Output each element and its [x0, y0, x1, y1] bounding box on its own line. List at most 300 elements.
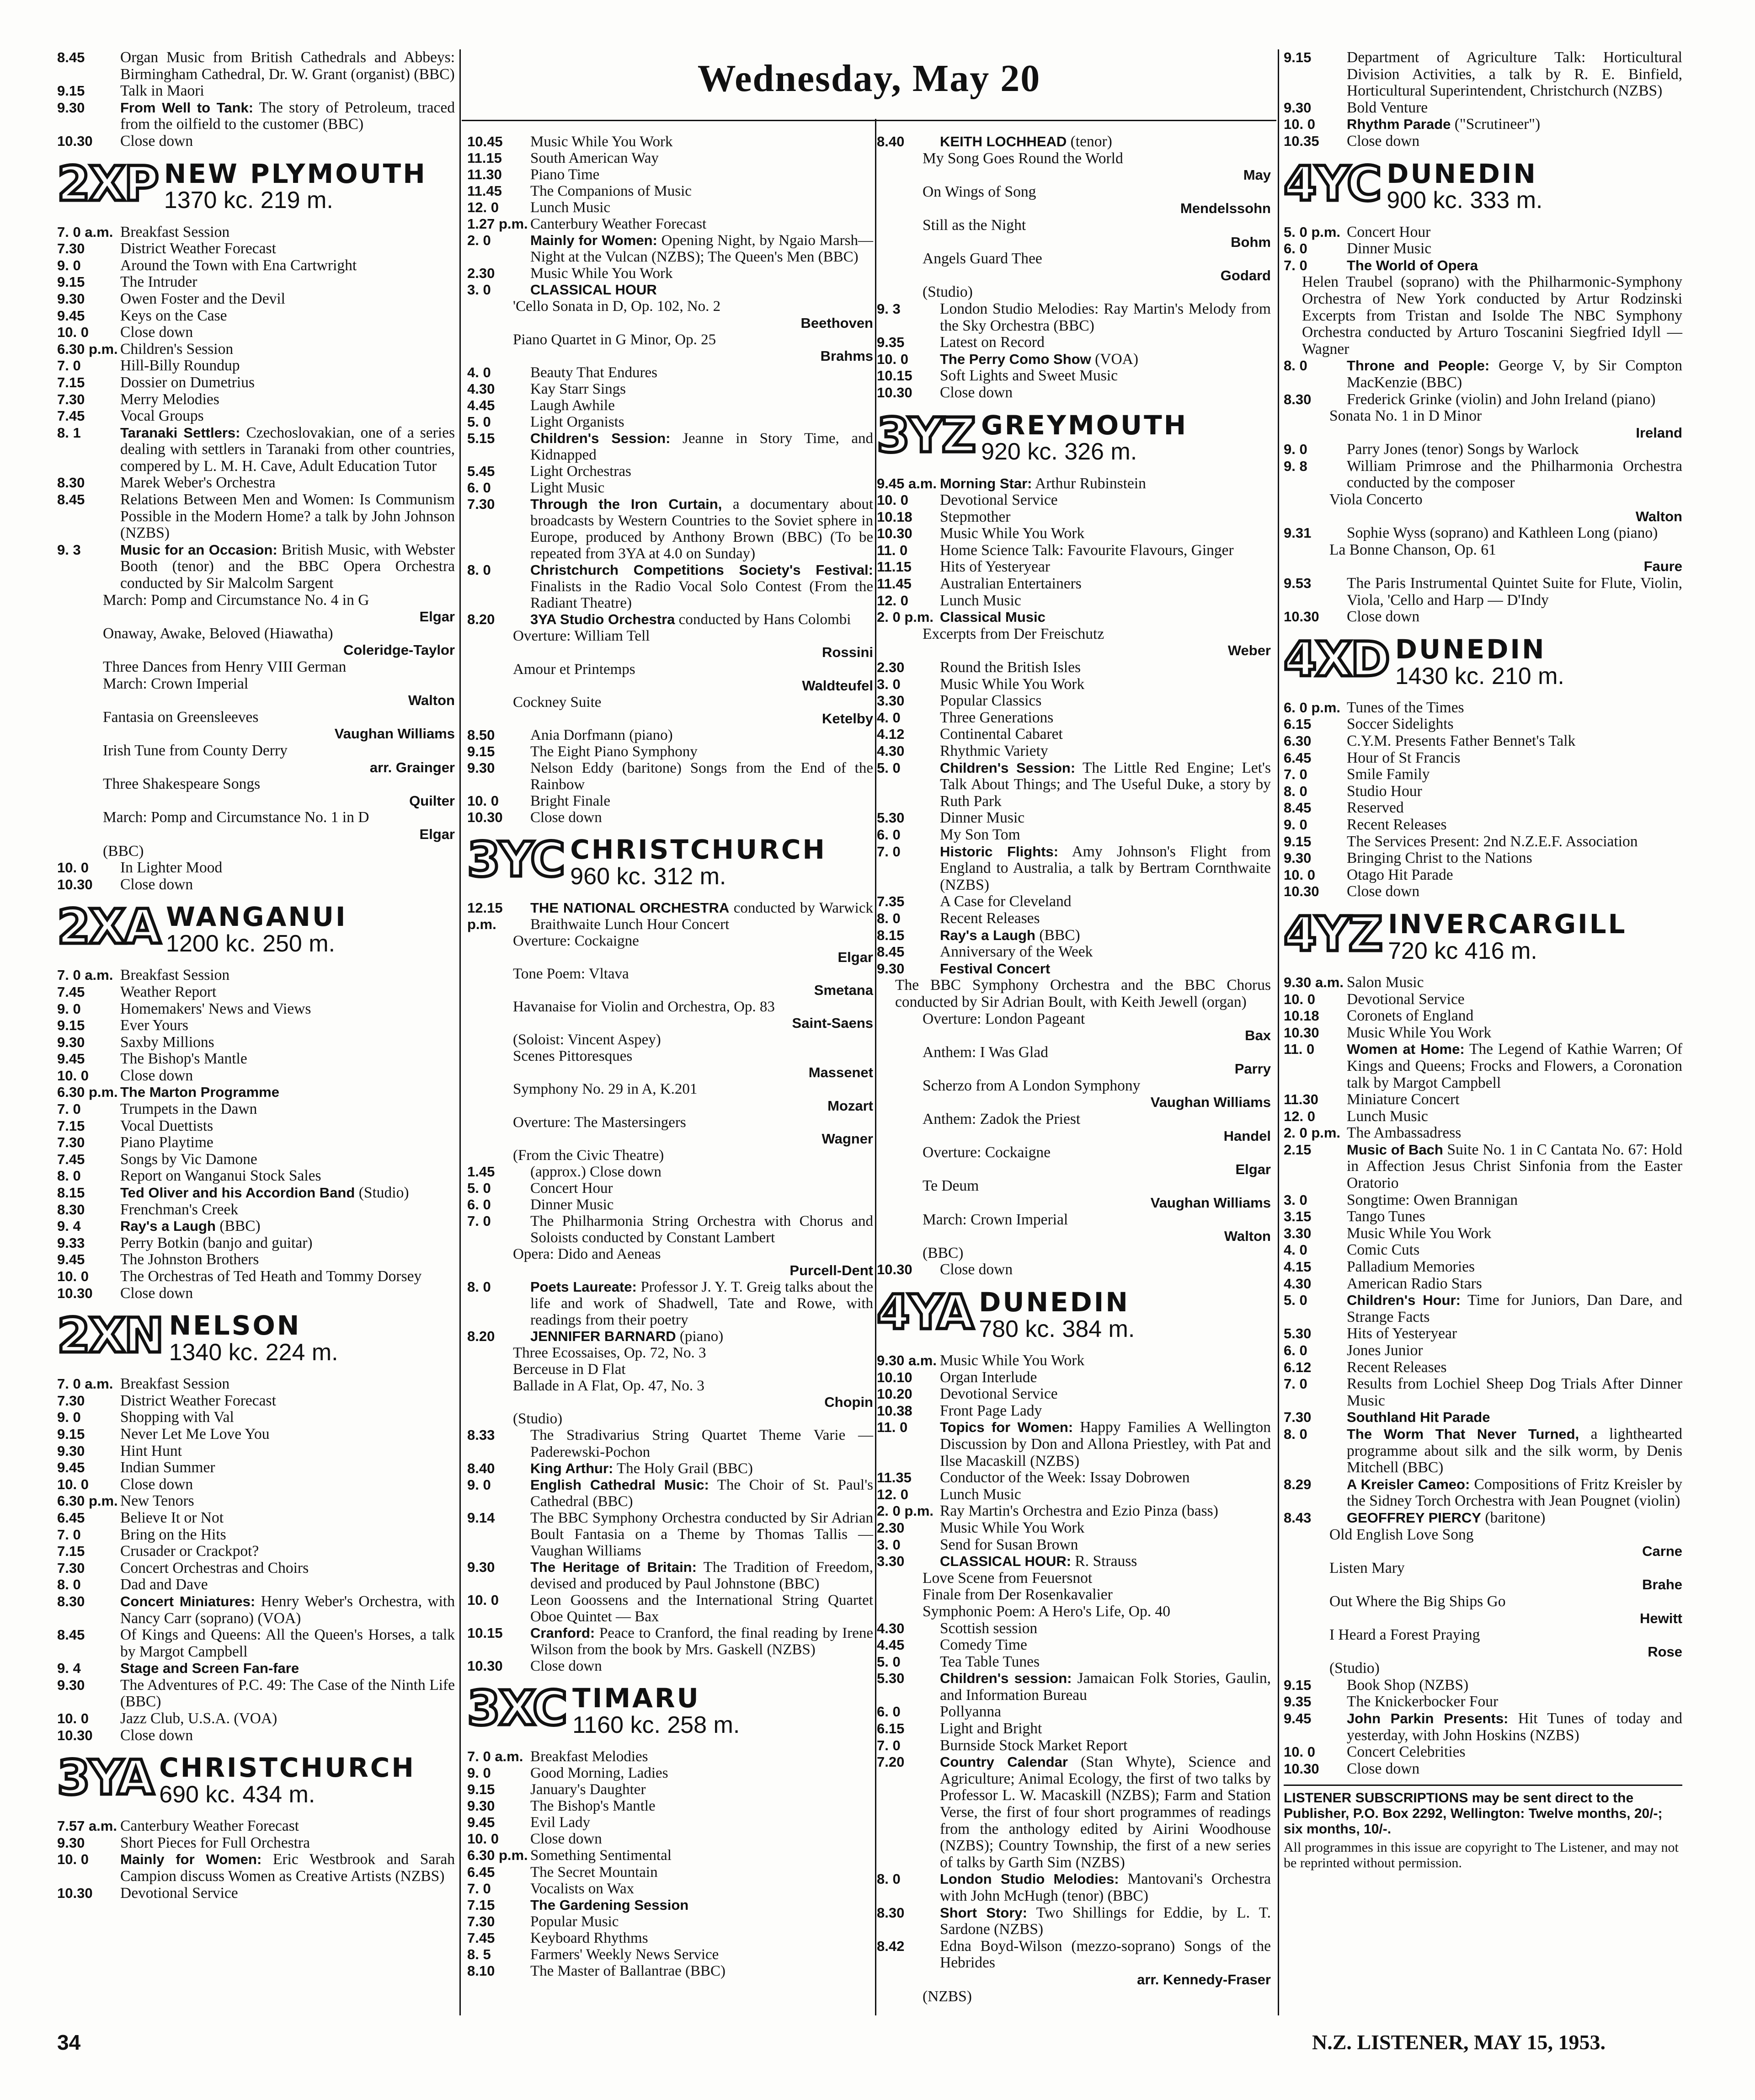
programme-time: 10.15	[467, 1625, 503, 1641]
programme-desc: Songtime: Owen Brannigan	[1347, 1191, 1518, 1208]
programme-entry	[1284, 817, 1682, 834]
music-title: Still as the Night	[923, 216, 1026, 234]
music-composer: Hewitt	[1640, 1610, 1682, 1626]
programme-time: 3. 0	[877, 676, 901, 692]
programme-time: 9. 3	[877, 300, 901, 317]
programme-entry	[1284, 1409, 1682, 1426]
music-title: Scenes Pittoresques	[513, 1048, 633, 1065]
programme-text	[1347, 358, 1682, 391]
programme-highlight: Mainly for Women:	[120, 1851, 262, 1868]
programme-highlight: Throne and People:	[1347, 358, 1490, 374]
music-item	[57, 676, 455, 709]
programme-text	[1347, 1761, 1682, 1778]
music-title: March: Crown Imperial	[103, 675, 249, 692]
music-item	[1284, 1527, 1682, 1560]
programme-entry	[877, 1721, 1271, 1737]
programme-time: 10.30	[1284, 1024, 1319, 1041]
programme-entry	[1284, 1192, 1682, 1209]
programme-time: 9. 4	[57, 1218, 81, 1234]
notice-body: may be sent direct to the Publisher, P.O. Box 2292, Wellington: Twelve months, 20/-; six months, 10/-.	[1284, 1790, 1663, 1837]
programme-entry	[877, 609, 1271, 626]
programme-time: 10.35	[1284, 133, 1319, 149]
music-title: (BBC)	[923, 1244, 964, 1261]
programme-time: 4.30	[1284, 1275, 1312, 1292]
station-frequency: 960 kc. 312 m.	[570, 863, 726, 890]
music-item	[467, 1031, 873, 1048]
programme-text	[120, 358, 455, 374]
programme-desc: Devotional Service	[940, 492, 1058, 509]
programme-text	[530, 562, 873, 611]
music-item	[57, 843, 455, 860]
programme-text	[940, 509, 1271, 526]
programme-entry	[467, 1213, 873, 1246]
programme-time: 8. 1	[57, 424, 81, 441]
programme-entry	[877, 1905, 1271, 1938]
station-header	[877, 1284, 1271, 1347]
programme-text	[940, 301, 1271, 334]
programme-text	[530, 430, 873, 463]
programme-desc: Dad and Dave	[120, 1576, 208, 1593]
programme-desc: Popular Classics	[940, 692, 1042, 710]
programme-entry	[57, 1677, 455, 1710]
programme-desc: Studio Hour	[1347, 782, 1422, 800]
programme-time: 8.42	[877, 1938, 905, 1954]
programme-text	[940, 1905, 1271, 1938]
programme-entry	[57, 133, 455, 150]
programme-entry	[877, 810, 1271, 827]
programme-time: 10.20	[877, 1386, 912, 1402]
programme-entry	[57, 1710, 455, 1727]
programme-text	[1347, 800, 1682, 817]
programme-desc: Close down	[120, 876, 193, 893]
music-composer: Godard	[1220, 267, 1271, 283]
music-title: Viola Concerto	[1329, 491, 1423, 508]
programme-desc: District Weather Forecast	[120, 240, 276, 257]
programme-desc: William Primrose and the Philharmonia Orchestra conducted by the composer	[1347, 457, 1682, 492]
programme-desc: The Holy Grail (BBC)	[613, 1460, 753, 1477]
programme-entry	[1284, 1292, 1682, 1325]
programme-entry	[877, 368, 1271, 385]
programme-time: 7.30	[57, 1134, 85, 1151]
programme-text	[940, 927, 1271, 944]
programme-desc: Compositions of Fritz Kreisler by the Sidney Torch Orchestra with Jean Pougnet (violin)	[1347, 1475, 1683, 1510]
programme-entry	[1284, 991, 1682, 1008]
programme-entry	[877, 1352, 1271, 1369]
programme-entry	[1284, 1342, 1682, 1359]
programme-time: 10. 0	[57, 1268, 89, 1284]
station-callsign-logo: 3YA	[57, 1750, 153, 1806]
programme-desc: Edna Boyd-Wilson (mezzo-soprano) Songs of the Hebrides	[940, 1937, 1271, 1972]
programme-time: 6. 0	[877, 826, 901, 843]
programme-time: 8.45	[1284, 800, 1312, 816]
programme-entry	[467, 1510, 873, 1559]
programme-time: 11.30	[1284, 1091, 1318, 1108]
programme-text	[940, 910, 1271, 927]
music-title: Out Where the Big Ships Go	[1329, 1592, 1506, 1610]
programme-desc: Vocalists on Wax	[530, 1880, 635, 1897]
programme-entry	[877, 659, 1271, 676]
notice-title: LISTENER SUBSCRIPTIONS	[1284, 1790, 1468, 1806]
programme-text	[530, 809, 873, 826]
music-item	[467, 1345, 873, 1361]
programme-entry	[467, 430, 873, 463]
programme-entry	[1284, 850, 1682, 867]
programme-entry	[467, 183, 873, 199]
programme-entry	[877, 1670, 1271, 1704]
programme-text	[530, 414, 873, 430]
programme-text	[120, 1118, 455, 1135]
programme-desc: Home Science Talk: Favourite Flavours, Ginger	[940, 541, 1234, 559]
programme-time: 10. 0	[57, 324, 89, 341]
programme-entry	[57, 1101, 455, 1118]
programme-text	[120, 1051, 455, 1068]
programme-desc: Time for Juniors, Dan Dare, and Strange Facts	[1347, 1292, 1682, 1325]
programme-desc: Piano Time	[530, 166, 600, 183]
programme-entry	[57, 1134, 455, 1151]
music-item	[467, 1246, 873, 1279]
programme-time: 5.30	[1284, 1325, 1312, 1342]
programme-time: 10.30	[1284, 1760, 1319, 1777]
programme-time: 8. 0	[467, 1279, 491, 1295]
programme-entry	[1284, 1208, 1682, 1225]
programme-text	[530, 496, 873, 562]
programme-time: 9. 0	[57, 257, 81, 273]
programme-text	[530, 1765, 873, 1781]
music-title: Three Shakespeare Songs	[103, 775, 261, 793]
station-info	[572, 1684, 740, 1738]
programme-desc: The Bishop's Mantle	[530, 1798, 656, 1815]
programme-entry	[467, 150, 873, 166]
programme-time: 10.18	[1284, 1008, 1319, 1024]
station-callsign-logo: 4YA	[877, 1284, 973, 1340]
programme-desc: Canterbury Weather Forecast	[530, 216, 707, 233]
music-title: (From the Civic Theatre)	[513, 1147, 664, 1164]
station-name: NELSON	[169, 1310, 301, 1341]
programme-desc: The Adventures of P.C. 49: The Case of the Ninth Life (BBC)	[120, 1676, 455, 1710]
music-title: Three Ecossaises, Op. 72, No. 3	[513, 1345, 706, 1362]
programme-desc: Concert Hour	[1347, 223, 1431, 240]
programme-entry	[57, 1493, 455, 1510]
music-item	[57, 592, 455, 625]
programme-text	[120, 1376, 455, 1393]
programme-text	[1347, 1677, 1682, 1694]
programme-desc: Close down	[120, 1475, 193, 1493]
music-composer: Brahe	[1642, 1576, 1682, 1593]
programme-time: 8. 0	[57, 1576, 81, 1593]
station-frequency: 1430 kc. 210 m.	[1395, 663, 1564, 689]
station-name: CHRISTCHURCH	[159, 1752, 416, 1784]
programme-time: 5. 0	[877, 759, 901, 776]
programme-entry	[57, 1034, 455, 1051]
station-frequency: 900 kc. 333 m.	[1387, 187, 1543, 214]
programme-text	[120, 1459, 455, 1476]
programme-entry	[467, 364, 873, 381]
programme-entry	[467, 1592, 873, 1625]
programme-text	[1347, 391, 1682, 408]
programme-time: 4.45	[467, 397, 495, 413]
programme-time: 10. 0	[57, 1710, 89, 1727]
programme-desc: The Stradivarius String Quartet Theme Varie — Paderewski-Pochon	[530, 1427, 873, 1460]
programme-entry	[1284, 1476, 1682, 1510]
programme-time: 11. 0	[877, 1419, 908, 1436]
programme-time: 8. 0	[467, 562, 491, 578]
programme-desc: South American Way	[530, 150, 659, 167]
programme-time: 7.30	[57, 391, 85, 407]
programme-entry	[1284, 49, 1682, 100]
programme-time: 4. 0	[1284, 1242, 1307, 1258]
programme-text	[940, 676, 1271, 693]
programme-highlight: Poets Laureate:	[530, 1279, 637, 1295]
programme-text	[1347, 1276, 1682, 1293]
music-title: Symphonic Poem: A Hero's Life, Op. 40	[923, 1603, 1171, 1620]
music-composer: Parry	[1234, 1061, 1271, 1077]
programme-time: 9.15	[57, 83, 85, 99]
programme-text	[1347, 100, 1682, 117]
programme-text	[1347, 1125, 1682, 1142]
programme-time: 5.30	[877, 1670, 905, 1687]
station-callsign-logo: 4YC	[1284, 155, 1381, 212]
music-title: (Soloist: Vincent Aspey)	[513, 1031, 661, 1048]
programme-entry	[57, 391, 455, 408]
programme-entry	[1284, 1710, 1682, 1744]
programme-desc: Breakfast Melodies	[530, 1748, 648, 1765]
programme-entry	[877, 1704, 1271, 1721]
programme-time: 6.30 p.m.	[467, 1847, 528, 1864]
programme-entry	[57, 1527, 455, 1544]
programme-entry	[877, 1537, 1271, 1554]
programme-highlight: Classical Music	[940, 609, 1046, 625]
programme-time: 8. 0	[1284, 358, 1307, 374]
programme-time: 6.45	[467, 1864, 495, 1880]
programme-entry	[877, 827, 1271, 844]
programme-entry	[1284, 1376, 1682, 1409]
programme-desc: Marek Weber's Orchestra	[120, 474, 276, 492]
music-title: Angels Guard Thee	[923, 250, 1042, 267]
music-item	[57, 659, 455, 676]
programme-entry	[877, 1620, 1271, 1637]
programme-entry	[877, 1938, 1271, 1972]
station-callsign-logo: 2XA	[57, 899, 160, 955]
programme-entry	[877, 710, 1271, 727]
programme-time: 5.45	[467, 463, 495, 479]
programme-text	[530, 1897, 873, 1913]
programme-entry	[1284, 1142, 1682, 1192]
programme-note: Helen Traubel (soprano) with the Philharmonic-Symphony Orchestra of New York conducted by Artur Rodzinski Excerpts from Tristan and Isolde The NBC Symphony Orchestra conducted by Arturo Toscanini Siegfried Idyll — Wagner	[1302, 273, 1682, 358]
programme-desc: Parry Jones (tenor) Songs by Warlock	[1347, 441, 1579, 458]
programme-desc: Recent Releases	[940, 909, 1040, 927]
music-composer: Massenet	[808, 1064, 873, 1081]
title-underline	[462, 120, 1276, 121]
programme-desc: Close down	[1347, 1760, 1420, 1777]
programme-time: 2.15	[1284, 1141, 1312, 1158]
programme-entry	[1284, 700, 1682, 716]
programme-desc: Jazz Club, U.S.A. (VOA)	[120, 1710, 277, 1727]
programme-time: 7.45	[57, 1151, 85, 1167]
programme-time: 10.30	[877, 525, 912, 542]
music-item	[877, 284, 1271, 301]
programme-time: 10. 0	[1284, 991, 1315, 1007]
music-title: Te Deum	[923, 1177, 979, 1195]
programme-entry	[57, 860, 455, 876]
programme-desc: Keyboard Rhythms	[530, 1929, 648, 1946]
programme-time: 9.30	[1284, 850, 1312, 866]
programme-highlight: GEOFFREY PIERCY	[1347, 1509, 1481, 1526]
programme-desc: Eric Westbrook and Sarah Campion discuss Women as Creative Artists (NZBS)	[120, 1851, 455, 1885]
programme-entry	[57, 1268, 455, 1285]
programme-entry	[467, 1798, 873, 1814]
music-title: Anthem: Zadok the Priest	[923, 1111, 1081, 1128]
programme-text	[120, 1068, 455, 1085]
programme-time: 8.30	[57, 1201, 85, 1218]
programme-text	[120, 341, 455, 358]
programme-time: 6.30 p.m.	[57, 1493, 118, 1509]
programme-text	[1347, 1192, 1682, 1209]
music-item	[57, 743, 455, 776]
programme-highlight: Rhythm Parade	[1347, 116, 1451, 133]
music-composer: Rose	[1648, 1643, 1682, 1660]
programme-text	[530, 1831, 873, 1847]
programme-time: 8.40	[877, 134, 905, 150]
programme-desc: Light Music	[530, 479, 605, 496]
programme-entry	[57, 224, 455, 241]
music-title: Amour et Printemps	[513, 661, 635, 678]
programme-entry	[1284, 1744, 1682, 1761]
programme-text	[530, 150, 873, 166]
programme-time: 1.45	[467, 1163, 495, 1180]
programme-time: 8. 0	[1284, 1426, 1307, 1442]
programme-highlight: Women at Home:	[1347, 1041, 1465, 1058]
programme-time: 10. 0	[877, 492, 908, 508]
music-item	[1284, 1560, 1682, 1593]
programme-entry	[57, 1818, 455, 1835]
programme-desc: Never Let Me Love You	[120, 1425, 270, 1443]
programme-time: 2. 0	[467, 232, 491, 249]
music-title: Three Dances from Henry VIII German	[103, 658, 347, 675]
programme-text	[940, 1620, 1271, 1637]
programme-entry	[57, 1627, 455, 1660]
programme-text	[120, 1560, 455, 1577]
music-title: Listen Mary	[1329, 1559, 1405, 1576]
programme-note: The BBC Symphony Orchestra and the BBC Chorus conducted by Sir Adrian Boult, with Keith Jewell (organ)	[895, 977, 1271, 1010]
programme-desc: Music While You Work	[1347, 1024, 1492, 1041]
programme-text	[940, 1261, 1271, 1278]
programme-desc: Farmers' Weekly News Service	[530, 1946, 719, 1963]
music-item	[467, 1361, 873, 1378]
programme-entry	[467, 793, 873, 809]
music-title: My Song Goes Round the World	[923, 150, 1123, 167]
programme-text	[530, 1814, 873, 1831]
programme-time: 12.15 p.m.	[467, 899, 503, 933]
music-item	[1284, 1627, 1682, 1660]
programme-entry	[877, 910, 1271, 927]
programme-time: 6.15	[877, 1721, 905, 1737]
programme-time: 9.30	[57, 1443, 85, 1459]
programme-text	[120, 1426, 455, 1443]
programme-text	[1347, 1476, 1682, 1510]
programme-time: 8.45	[877, 944, 905, 960]
programme-entry	[467, 562, 873, 611]
programme-desc: The Johnston Brothers	[120, 1251, 259, 1268]
programme-desc: conducted by Warwick Braithwaite Lunch Hour Concert	[530, 899, 873, 933]
programme-entry	[467, 1864, 873, 1881]
programme-entry	[57, 1185, 455, 1202]
programme-time: 7.30	[467, 496, 495, 513]
programme-entry	[877, 559, 1271, 576]
programme-time: 9.30	[467, 1798, 495, 1814]
programme-entry	[57, 876, 455, 893]
programme-entry	[877, 1637, 1271, 1654]
programme-time: 7. 0 a.m.	[467, 1748, 523, 1765]
programme-desc: Ever Yours	[120, 1017, 188, 1034]
programme-time: 6.45	[1284, 749, 1312, 766]
station-header	[57, 899, 455, 962]
programme-text	[120, 1835, 455, 1852]
programme-time: 8.30	[877, 1904, 905, 1921]
programme-time: 8.10	[467, 1962, 495, 1979]
programme-desc: Close down	[120, 324, 193, 341]
programme-entry	[877, 676, 1271, 693]
music-composer: Handel	[1223, 1127, 1271, 1144]
music-item	[467, 628, 873, 661]
programme-entry	[57, 1576, 455, 1593]
programme-text	[120, 984, 455, 1001]
programme-time: 10.30	[57, 876, 93, 892]
music-item	[877, 1988, 1271, 2005]
programme-time: 11.15	[877, 559, 912, 575]
programme-time: 3. 0	[467, 282, 491, 298]
programme-entry	[57, 1727, 455, 1744]
programme-entry	[467, 1847, 873, 1864]
programme-entry	[877, 576, 1271, 593]
programme-desc: Pollyanna	[940, 1703, 1001, 1721]
station-name: DUNEDIN	[979, 1287, 1130, 1318]
programme-desc: (piano)	[676, 1328, 724, 1345]
programme-desc: Weather Report	[120, 983, 217, 1000]
programme-text	[940, 1520, 1271, 1537]
programme-desc: Homemakers' News and Views	[120, 1000, 311, 1017]
programme-time: 8.30	[57, 475, 85, 491]
programme-time: 7. 0	[877, 843, 901, 860]
programme-desc: Music While You Work	[530, 134, 673, 150]
programme-entry	[877, 1520, 1271, 1537]
programme-desc: Mantovani's Orchestra with John McHugh (tenor) (BBC)	[940, 1870, 1271, 1904]
programme-entry	[467, 1197, 873, 1213]
programme-time: 12. 0	[467, 199, 499, 216]
programme-desc: Close down	[530, 1831, 602, 1848]
station-name: INVERCARGILL	[1388, 908, 1627, 940]
programme-desc: Lunch Music	[940, 1485, 1021, 1503]
programme-time: 9.15	[467, 743, 495, 759]
programme-text	[120, 391, 455, 408]
programme-text	[1347, 883, 1682, 900]
programme-time: 10.38	[877, 1402, 912, 1419]
programme-entry	[877, 334, 1271, 351]
programme-entry	[877, 693, 1271, 710]
music-item	[467, 298, 873, 331]
music-composer: Bohm	[1231, 234, 1271, 250]
programme-text	[940, 1721, 1271, 1737]
programme-entry	[877, 1754, 1271, 1871]
programme-desc: Hour of St Francis	[1347, 749, 1461, 766]
programme-entry	[57, 1202, 455, 1218]
programme-entry	[57, 1851, 455, 1885]
programme-entry	[467, 397, 873, 414]
programme-highlight: Children's Hour:	[1347, 1292, 1461, 1309]
programme-text	[120, 1627, 455, 1660]
programme-entry	[877, 1403, 1271, 1420]
programme-highlight: Short Story:	[940, 1904, 1027, 1921]
programme-entry	[467, 1897, 873, 1913]
